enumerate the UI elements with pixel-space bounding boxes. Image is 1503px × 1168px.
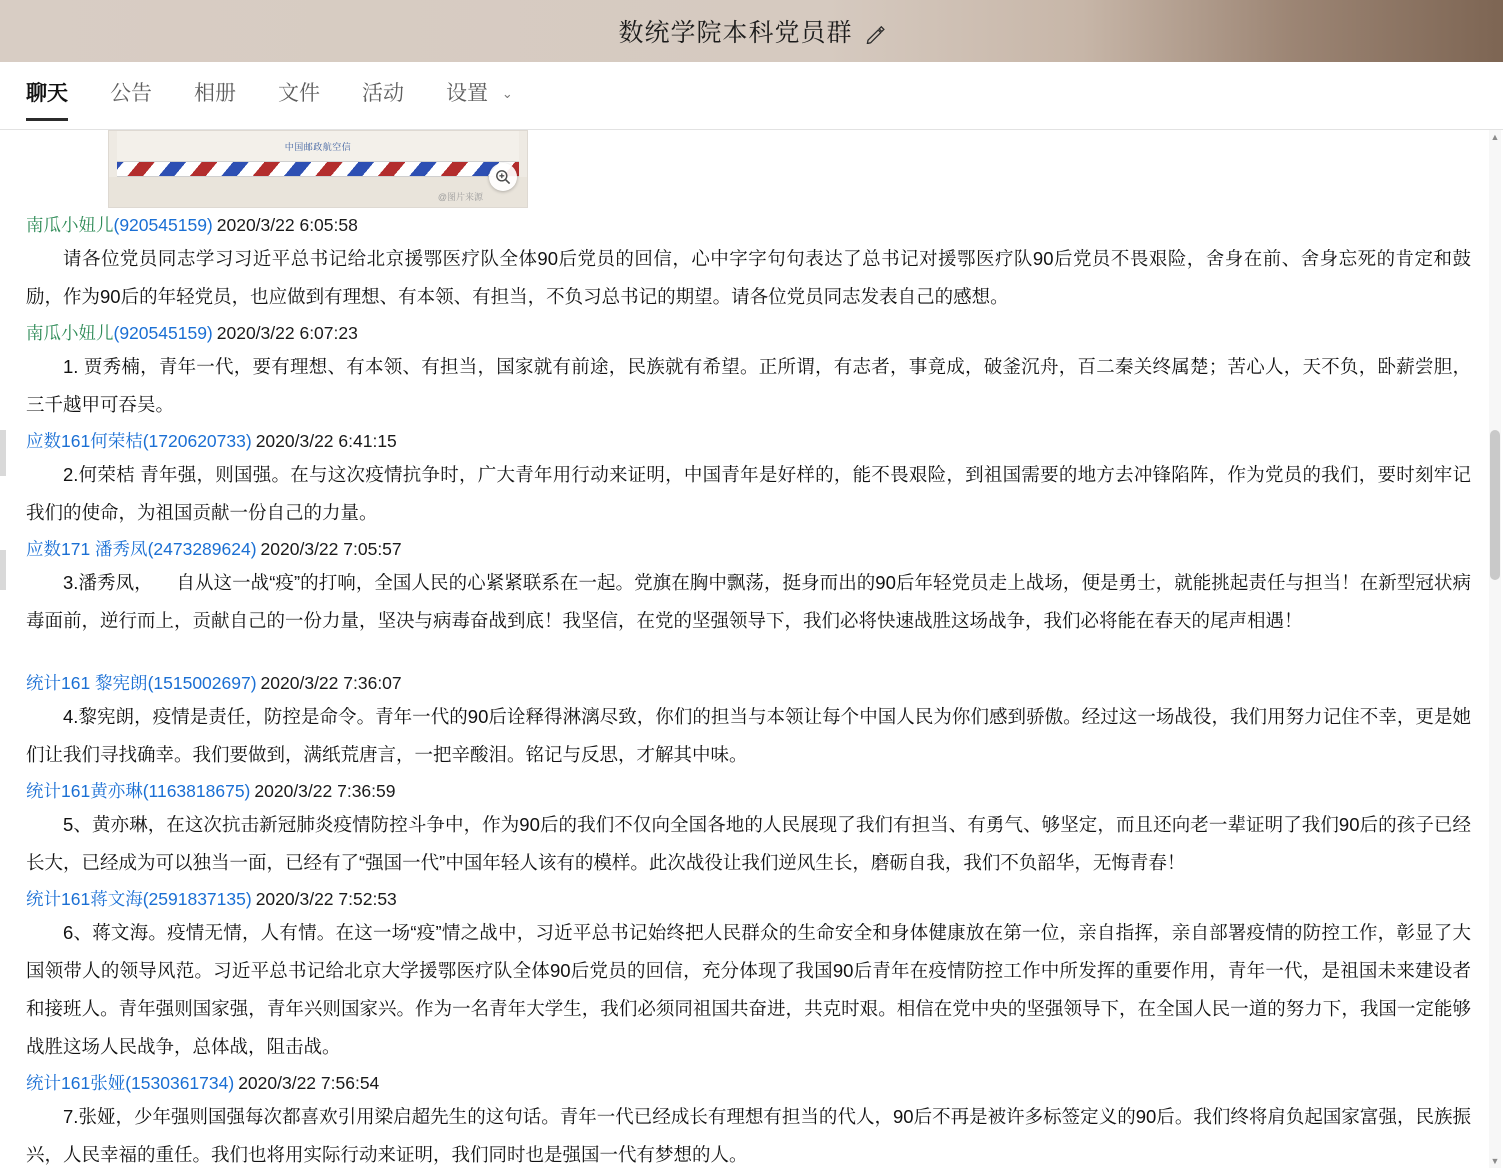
sender-name[interactable]: 统计161蒋文海	[26, 889, 143, 909]
message-item	[26, 884, 1481, 1066]
message-body: 7.张娅，少年强则国强每次都喜欢引用梁启超先生的这句话。青年一代已经成长有理想有担当的代人，90后不再是被许多标签定义的90后。我们终将肩负起国家富强，民族振兴，人民幸福的重任。我们也将用实际行动来证明，我们同时也是强国一代有梦想的人。	[26, 1106, 1471, 1165]
envelope-logo-text: 中国邮政航空信	[284, 141, 352, 152]
sender-name[interactable]: 南瓜小妞儿	[26, 215, 114, 235]
message-time: 2020/3/22 7:52:53	[255, 889, 397, 909]
message-list-scrollbar[interactable]	[1489, 130, 1501, 1168]
message-header	[26, 884, 1481, 914]
edge-artifact	[0, 430, 6, 476]
edge-artifact	[0, 550, 6, 590]
message-body: 2.何荣桔 青年强，则国强。在与这次疫情抗争时，广大青年用行动来证明，中国青年是好样的，能不畏艰险，到祖国需要的地方去冲锋陷阵，作为党员的我们，要时刻牢记我们的使命，为祖国贡献一份自己的力量。	[26, 464, 1471, 523]
sender-uin[interactable]: (2591837135)	[142, 889, 252, 909]
message-spacer	[26, 640, 1481, 666]
tab-activity[interactable]	[362, 77, 404, 115]
message-header	[26, 426, 1481, 456]
sender-name[interactable]: 南瓜小妞儿	[26, 323, 114, 343]
message-header	[26, 1068, 1481, 1098]
sender-uin[interactable]: (920545159)	[113, 323, 213, 343]
message-item	[26, 210, 1481, 316]
tab-album-label: 相册	[194, 82, 236, 105]
tab-announcement[interactable]	[110, 77, 152, 115]
tab-files-label: 文件	[278, 82, 320, 105]
zoom-in-icon[interactable]	[489, 163, 517, 191]
sender-name[interactable]: 应数161何荣桔	[26, 431, 143, 451]
pencil-edit-icon[interactable]	[865, 24, 885, 44]
tab-settings[interactable]	[446, 77, 513, 115]
message-body: 4.黎宪朗，疫情是责任，防控是命令。青年一代的90后诠释得淋漓尽致，你们的担当与本领让每个中国人民为你们感到骄傲。经过这一场战役，我们用努力记住不幸，更是她们让我们寻找确幸。我们要做到，满纸荒唐言，一把辛酸泪。铭记与反思，才解其中味。	[26, 706, 1471, 765]
sender-uin[interactable]: (1163818675)	[142, 781, 251, 801]
message-item	[26, 534, 1481, 640]
sender-name[interactable]: 统计161张娅	[26, 1073, 126, 1093]
envelope-header	[117, 131, 519, 161]
chevron-down-icon: ⌄	[501, 86, 513, 101]
message-header	[26, 534, 1481, 564]
message-body: 6、蒋文海。疫情无情，人有情。在这一场“疫”情之战中，习近平总书记始终把人民群众的生命安全和身体健康放在第一位，亲自指挥，亲自部署疫情的防控工作，彰显了大国领带人的领导风范。习近平总书记给北京大学援鄂医疗队全体90后党员的回信，充分体现了我国90后青年在疫情防控工作中所发挥的重要作用，青年一代，是祖国未来建设者和接班人。青年强则国家强，青年兴则国家兴。作为一名青年大学生，我们必须同祖国共奋进，共克时艰。相信在党中央的坚强领导下，在全国人民一道的努力下，我国一定能够战胜这场人民战争，总体战，阻击战。	[26, 922, 1471, 1057]
message-item	[26, 1068, 1481, 1168]
image-watermark: @图片来源	[437, 192, 483, 202]
message-time: 2020/3/22 6:05:58	[216, 215, 358, 235]
message-header	[26, 776, 1481, 806]
tab-chat-label: 聊天	[26, 82, 68, 105]
scroll-up-arrow-icon[interactable]: ▲	[1490, 132, 1500, 142]
sender-uin[interactable]: (1720620733)	[142, 431, 252, 451]
message-time: 2020/3/22 6:41:15	[255, 431, 397, 451]
sender-name[interactable]: 应数171 潘秀凤	[26, 539, 148, 559]
sender-uin[interactable]: (1515002697)	[147, 673, 257, 693]
scrollbar-thumb[interactable]	[1490, 430, 1500, 580]
message-header	[26, 318, 1481, 348]
message-item	[26, 318, 1481, 424]
message-body: 请各位党员同志学习习近平总书记给北京援鄂医疗队全体90后党员的回信，心中字字句句表达了总书记对援鄂医疗队90后党员不畏艰险，舍身在前、舍身忘死的肯定和鼓励，作为90后的年轻党员，也应做到有理想、有本领、有担当，不负习总书记的期望。请各位党员同志发表自己的感想。	[26, 248, 1471, 307]
scroll-down-arrow-icon[interactable]: ▼	[1490, 1156, 1500, 1166]
message-body: 3.潘秀凤， 自从这一战“疫”的打响，全国人民的心紧紧联系在一起。党旗在胸中飘荡，挺身而出的90后年轻党员走上战场，便是勇士，就能挑起责任与担当！在新型冠状病毒面前，逆行而上，贡献自己的一份力量，坚决与病毒奋战到底！我坚信，在党的坚强领导下，我们必将快速战胜这场战争，我们必将能在春天的尾声相遇！	[26, 572, 1471, 631]
message-time: 2020/3/22 7:36:07	[260, 673, 402, 693]
message-body: 1. 贾秀楠，青年一代，要有理想、有本领、有担当，国家就有前途，民族就有希望。正所谓，有志者，事竟成，破釜沉舟，百二秦关终属楚；苦心人，天不负，卧薪尝胆，三千越甲可吞吴。	[26, 356, 1471, 415]
envelope-stripe	[117, 161, 519, 177]
group-title: 数统学院本科党员群	[618, 19, 853, 47]
tab-files[interactable]	[278, 77, 320, 115]
image-message[interactable]	[108, 130, 528, 208]
message-item	[26, 668, 1481, 774]
message-time: 2020/3/22 7:56:54	[238, 1073, 380, 1093]
sender-uin[interactable]: (920545159)	[113, 215, 213, 235]
sender-name[interactable]: 统计161 黎宪朗	[26, 673, 148, 693]
tab-bar	[0, 62, 1503, 130]
message-item	[26, 776, 1481, 882]
message-header	[26, 210, 1481, 240]
message-body: 5、黄亦琳，在这次抗击新冠肺炎疫情防控斗争中，作为90后的我们不仅向全国各地的人民展现了我们有担当、有勇气、够坚定，而且还向老一辈证明了我们90后的孩子已经长大，已经成为可以独当一面，已经有了“强国一代”中国年轻人该有的模样。此次战役让我们逆风生长，磨砺自我，我们不负韶华，无悔青春！	[26, 814, 1471, 873]
message-list[interactable]	[0, 130, 1503, 1168]
tab-album[interactable]	[194, 77, 236, 115]
message-time: 2020/3/22 6:07:23	[216, 323, 358, 343]
sender-name[interactable]: 统计161黄亦琳	[26, 781, 143, 801]
sender-uin[interactable]: (2473289624)	[147, 539, 257, 559]
tab-settings-label: 设置	[446, 82, 488, 105]
tab-announcement-label: 公告	[110, 82, 152, 105]
tab-activity-label: 活动	[362, 82, 404, 105]
sender-uin[interactable]: (1530361734)	[125, 1073, 235, 1093]
message-time: 2020/3/22 7:36:59	[254, 781, 396, 801]
message-time: 2020/3/22 7:05:57	[260, 539, 402, 559]
message-item	[26, 426, 1481, 532]
tab-chat[interactable]	[26, 77, 68, 115]
title-bar	[0, 0, 1503, 62]
message-header	[26, 668, 1481, 698]
